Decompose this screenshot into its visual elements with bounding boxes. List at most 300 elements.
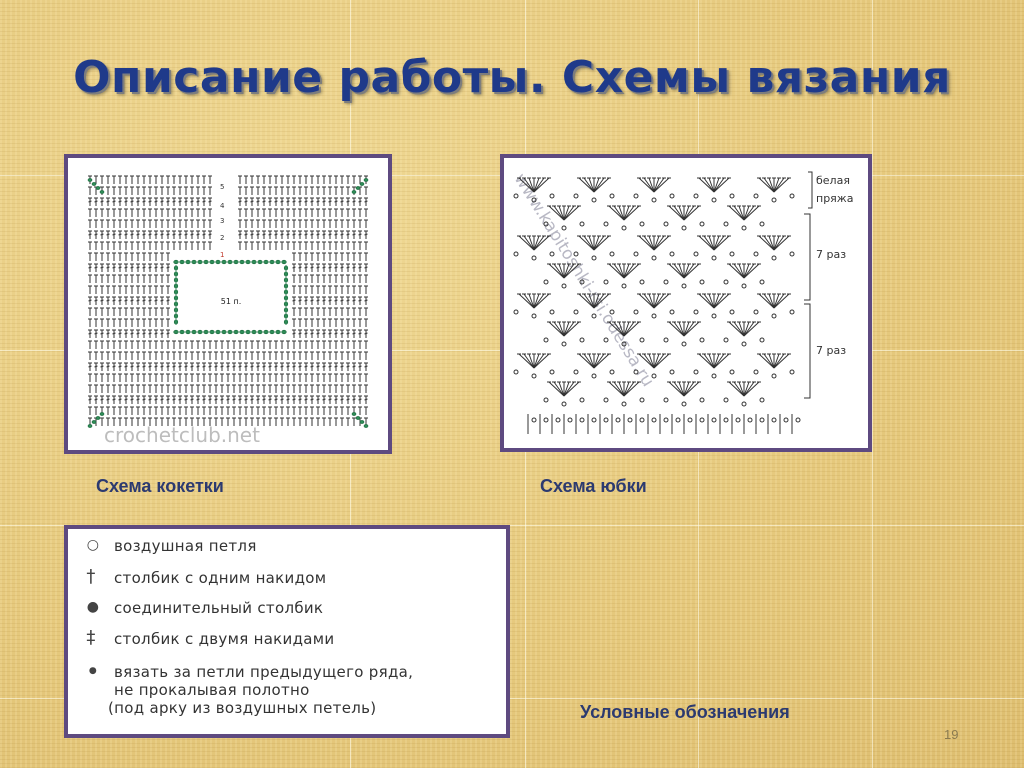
stitch-mark — [353, 267, 356, 268]
chain-mark — [204, 330, 209, 334]
stitch-mark — [684, 322, 694, 336]
stitch-mark — [774, 236, 784, 250]
chain-mark — [258, 260, 263, 264]
stitch-mark — [101, 333, 104, 334]
stitch-mark — [365, 201, 368, 202]
chain-mark — [664, 338, 668, 342]
chain-mark — [174, 320, 178, 325]
chain-mark — [664, 280, 668, 284]
stitch-mark — [275, 201, 278, 202]
stitch-mark — [89, 234, 92, 235]
stitch-mark — [323, 399, 326, 400]
stitch-mark — [644, 294, 654, 308]
chain-mark — [360, 420, 364, 423]
stitch-mark — [173, 201, 176, 202]
chain-mark — [664, 418, 668, 422]
stitch-mark — [167, 234, 170, 235]
chain-mark — [610, 252, 614, 256]
chain-mark — [284, 296, 288, 301]
stitch-mark — [311, 267, 314, 268]
stitch-mark — [113, 201, 116, 202]
chain-mark — [270, 260, 275, 264]
legend-item — [86, 566, 327, 587]
stitch-mark — [554, 322, 564, 336]
chain-mark — [240, 260, 245, 264]
chain-mark — [360, 182, 364, 185]
stitch-mark — [734, 322, 744, 336]
chain-mark — [270, 330, 275, 334]
stitch-mark — [149, 333, 152, 334]
chain-mark — [284, 284, 288, 289]
stitch-mark — [119, 366, 122, 367]
stitch-mark — [299, 267, 302, 268]
stitch-mark — [275, 399, 278, 400]
stitch-mark — [299, 333, 302, 334]
chain-mark — [712, 256, 716, 260]
chain-mark — [276, 330, 281, 334]
chain-mark — [364, 178, 368, 181]
stitch-mark — [311, 300, 314, 301]
stitch-mark — [101, 366, 104, 367]
legend-item — [86, 599, 324, 617]
chain-mark — [562, 402, 566, 406]
stitch-mark — [293, 201, 296, 202]
legend-text: соединительный столбик — [114, 599, 324, 617]
chain-mark — [610, 194, 614, 198]
stitch-mark — [227, 399, 230, 400]
yoke-row-number: 1 — [220, 251, 225, 259]
stitch-mark — [684, 382, 694, 396]
chain-mark — [514, 194, 518, 198]
stitch-mark — [353, 234, 356, 235]
chain-mark — [192, 330, 197, 334]
stitch-mark — [554, 264, 564, 278]
stitch-mark — [185, 234, 188, 235]
chain-mark — [634, 194, 638, 198]
stitch-mark — [341, 201, 344, 202]
stitch-mark — [125, 201, 128, 202]
stitch-mark — [89, 300, 92, 301]
legend-text: воздушная петля — [114, 537, 257, 555]
stitch-mark — [143, 234, 146, 235]
stitch-mark — [125, 300, 128, 301]
chain-mark — [174, 302, 178, 307]
stitch-mark — [167, 267, 170, 268]
stitch-mark — [359, 234, 362, 235]
chain-mark — [760, 418, 764, 422]
stitch-mark — [245, 234, 248, 235]
stitch-mark — [209, 201, 212, 202]
stitch-mark — [584, 178, 594, 192]
stitch-mark — [684, 206, 694, 220]
stitch-mark — [89, 366, 92, 367]
stitch-mark — [137, 201, 140, 202]
stitch-mark — [107, 234, 110, 235]
stitch-mark — [293, 366, 296, 367]
stitch-mark — [245, 399, 248, 400]
stitch-mark — [125, 267, 128, 268]
page-number: 19 — [944, 727, 959, 742]
chain-mark — [730, 194, 734, 198]
chain-mark — [622, 402, 626, 406]
stitch-mark — [764, 294, 774, 308]
stitch-mark — [335, 267, 338, 268]
stitch-mark — [317, 201, 320, 202]
chain-mark — [276, 260, 281, 264]
chain-mark — [264, 330, 269, 334]
stitch-mark — [353, 366, 356, 367]
chain-mark — [754, 194, 758, 198]
stitch-mark — [113, 234, 116, 235]
stitch-mark — [95, 333, 98, 334]
stitch-mark — [149, 366, 152, 367]
stitch-mark — [149, 300, 152, 301]
stitch-mark — [335, 399, 338, 400]
stitch-mark — [674, 206, 684, 220]
stitch-mark — [239, 201, 242, 202]
stitch-mark — [317, 267, 320, 268]
chain-mark — [790, 194, 794, 198]
chain-mark — [174, 296, 178, 301]
stitch-mark — [335, 333, 338, 334]
stitch-mark — [299, 399, 302, 400]
yoke-chart-caption: Схема кокетки — [96, 476, 224, 496]
stitch-mark — [359, 201, 362, 202]
stitch-mark — [764, 354, 774, 368]
chain-mark — [210, 330, 215, 334]
legend-continuation: (под арку из воздушных петель) — [108, 699, 377, 717]
grid-line — [872, 0, 873, 768]
white-yarn-label: пряжа — [816, 192, 854, 205]
chain-mark — [790, 252, 794, 256]
stitch-mark — [359, 333, 362, 334]
stitch-mark — [131, 267, 134, 268]
stitch-mark — [714, 354, 724, 368]
chain-mark — [700, 418, 704, 422]
stitch-mark — [245, 366, 248, 367]
chain-mark — [700, 398, 704, 402]
chain-mark — [234, 260, 239, 264]
stitch-mark — [143, 366, 146, 367]
stitch-mark — [101, 267, 104, 268]
chain-mark — [198, 260, 203, 264]
yoke-row-number: 5 — [220, 183, 225, 191]
chain-mark — [772, 314, 776, 318]
chain-mark — [790, 310, 794, 314]
stitch-mark — [263, 234, 266, 235]
stitch-mark — [119, 267, 122, 268]
chain-mark — [712, 198, 716, 202]
chain-mark — [544, 280, 548, 284]
stitch-mark — [191, 234, 194, 235]
stitch-mark — [654, 236, 664, 250]
legend-text: столбик с одним накидом — [114, 569, 327, 587]
chain-mark — [610, 370, 614, 374]
stitch-mark — [311, 201, 314, 202]
stitch-mark — [704, 294, 714, 308]
chain-mark — [544, 418, 548, 422]
chain-mark — [676, 418, 680, 422]
stitch-mark — [359, 300, 362, 301]
chain-mark — [580, 398, 584, 402]
chain-mark — [88, 424, 92, 427]
chain-mark — [532, 418, 536, 422]
stitch-mark — [305, 201, 308, 202]
stitch-mark — [524, 236, 534, 250]
stitch-mark — [257, 234, 260, 235]
chain-mark — [760, 398, 764, 402]
chain-mark — [712, 374, 716, 378]
stitch-mark — [347, 366, 350, 367]
stitch-mark — [203, 201, 206, 202]
stitch-mark — [323, 201, 326, 202]
stitch-mark — [173, 234, 176, 235]
yoke-row-number: 2 — [220, 234, 225, 242]
stitch-mark — [714, 294, 724, 308]
stitch-mark — [161, 201, 164, 202]
stitch-mark — [323, 300, 326, 301]
stitch-mark — [317, 399, 320, 400]
stitch-mark — [341, 366, 344, 367]
stitch-mark — [167, 300, 170, 301]
treble-crochet-icon: ‡ — [86, 627, 96, 648]
chain-mark — [652, 418, 656, 422]
stitch-mark — [764, 236, 774, 250]
chain-mark — [352, 412, 356, 415]
chain-mark — [604, 338, 608, 342]
skirt-chart — [504, 158, 868, 448]
stitch-mark — [143, 300, 146, 301]
stitch-mark — [167, 201, 170, 202]
stitch-mark — [245, 201, 248, 202]
chain-mark — [604, 398, 608, 402]
stitch-mark — [269, 366, 272, 367]
chain-mark — [284, 278, 288, 283]
chain-mark — [284, 320, 288, 325]
stitch-mark — [131, 399, 134, 400]
chain-mark — [514, 252, 518, 256]
stitch-mark — [359, 399, 362, 400]
stitch-mark — [125, 399, 128, 400]
legend-item — [86, 627, 335, 648]
stitch-mark — [113, 399, 116, 400]
stitch-mark — [365, 333, 368, 334]
legend-item — [88, 663, 414, 681]
skirt-chart-frame — [500, 154, 872, 452]
stitch-mark — [329, 234, 332, 235]
chain-mark — [550, 310, 554, 314]
stitch-mark — [524, 294, 534, 308]
chain-mark — [724, 280, 728, 284]
chain-mark — [784, 418, 788, 422]
chain-mark — [258, 330, 263, 334]
stitch-mark — [305, 333, 308, 334]
stitch-mark — [95, 201, 98, 202]
stitch-mark — [684, 264, 694, 278]
stitch-mark — [167, 366, 170, 367]
chain-mark — [180, 330, 185, 334]
stitch-mark — [107, 267, 110, 268]
stitch-mark — [197, 234, 200, 235]
stitch-mark — [299, 300, 302, 301]
stitch-mark — [353, 201, 356, 202]
chain-mark — [284, 272, 288, 277]
chain-mark — [192, 260, 197, 264]
stitch-mark — [341, 300, 344, 301]
chain-mark — [664, 222, 668, 226]
stitch-mark — [674, 382, 684, 396]
stitch-mark — [644, 236, 654, 250]
chain-mark — [724, 338, 728, 342]
chain-mark — [760, 338, 764, 342]
stitch-mark — [341, 399, 344, 400]
stitch-mark — [173, 366, 176, 367]
chain-mark — [694, 370, 698, 374]
stitch-mark — [161, 300, 164, 301]
stitch-mark — [287, 234, 290, 235]
chain-mark — [724, 418, 728, 422]
stitch-mark — [149, 201, 152, 202]
stitch-mark — [335, 300, 338, 301]
chain-mark — [544, 338, 548, 342]
stitch-mark — [293, 333, 296, 334]
stitch-mark — [774, 354, 784, 368]
stitch-mark — [347, 399, 350, 400]
chain-mark — [640, 280, 644, 284]
chain-mark — [532, 314, 536, 318]
stitch-mark — [125, 366, 128, 367]
stitch-mark — [161, 234, 164, 235]
chain-mark — [742, 226, 746, 230]
stitch-mark — [161, 399, 164, 400]
stitch-mark — [654, 354, 664, 368]
chain-mark — [634, 310, 638, 314]
stitch-mark — [584, 236, 594, 250]
double-crochet-icon: † — [86, 566, 96, 587]
chain-mark — [174, 278, 178, 283]
stitch-mark — [131, 201, 134, 202]
chain-mark — [234, 330, 239, 334]
stitch-mark — [293, 399, 296, 400]
chain-mark — [772, 256, 776, 260]
stitch-mark — [191, 399, 194, 400]
chain-mark — [736, 418, 740, 422]
chain-mark — [174, 266, 178, 271]
yoke-chart-frame — [64, 154, 392, 454]
stitch-mark — [524, 354, 534, 368]
stitch-mark — [149, 399, 152, 400]
chain-mark — [688, 418, 692, 422]
chain-mark — [640, 222, 644, 226]
stitch-mark — [365, 366, 368, 367]
chain-mark — [670, 252, 674, 256]
stitch-mark — [95, 267, 98, 268]
chain-mark — [652, 314, 656, 318]
stitch-mark — [614, 206, 624, 220]
chain-mark — [742, 342, 746, 346]
chain-mark — [240, 330, 245, 334]
chain-mark — [562, 342, 566, 346]
stitch-mark — [101, 234, 104, 235]
chain-mark — [284, 266, 288, 271]
stitch-mark — [257, 201, 260, 202]
yoke-row-number: 3 — [220, 217, 225, 225]
chain-mark — [568, 418, 572, 422]
stitch-mark — [137, 300, 140, 301]
stitch-mark — [534, 354, 544, 368]
stitch-mark — [107, 399, 110, 400]
repeat-label: 7 раз — [816, 344, 847, 357]
legend-caption: Условные обозначения — [580, 702, 790, 722]
chain-mark — [592, 374, 596, 378]
chain-mark — [640, 418, 644, 422]
chain-mark — [574, 194, 578, 198]
stitch-mark — [209, 399, 212, 400]
stitch-mark — [131, 366, 134, 367]
stitch-mark — [654, 178, 664, 192]
chain-mark — [730, 252, 734, 256]
skirt-chart-caption: Схема юбки — [540, 476, 647, 496]
chain-mark — [222, 330, 227, 334]
stitch-mark — [149, 234, 152, 235]
chain-mark — [210, 260, 215, 264]
chain-mark — [712, 418, 716, 422]
stitch-mark — [311, 366, 314, 367]
stitch-mark — [107, 366, 110, 367]
legend-text: вязать за петли предыдущего ряда, — [114, 663, 414, 681]
stitch-mark — [353, 399, 356, 400]
stitch-mark — [95, 300, 98, 301]
stitch-mark — [137, 267, 140, 268]
stitch-mark — [305, 234, 308, 235]
stitch-mark — [221, 399, 224, 400]
chain-mark — [174, 260, 179, 264]
chain-mark — [670, 310, 674, 314]
stitch-mark — [185, 399, 188, 400]
stitch-mark — [89, 267, 92, 268]
chain-mark — [592, 256, 596, 260]
stitch-mark — [293, 300, 296, 301]
stitch-mark — [107, 333, 110, 334]
chain-mark — [622, 226, 626, 230]
white-yarn-label: белая — [816, 174, 850, 187]
stitch-mark — [113, 333, 116, 334]
stitch-mark — [317, 234, 320, 235]
chain-mark — [754, 252, 758, 256]
stitch-mark — [287, 399, 290, 400]
stitch-mark — [161, 267, 164, 268]
repeat-brackets — [804, 172, 812, 398]
stitch-mark — [624, 264, 634, 278]
chain-mark — [180, 260, 185, 264]
stitch-mark — [251, 201, 254, 202]
stitch-mark — [119, 300, 122, 301]
stitch-mark — [614, 382, 624, 396]
stitch-mark — [251, 399, 254, 400]
stitch-mark — [305, 300, 308, 301]
chain-mark — [174, 272, 178, 277]
stitch-mark — [534, 236, 544, 250]
stitch-mark — [323, 267, 326, 268]
stitch-mark — [209, 366, 212, 367]
stitch-mark — [774, 294, 784, 308]
chain-mark — [700, 338, 704, 342]
chain-mark — [772, 198, 776, 202]
stitch-mark — [269, 234, 272, 235]
legend-frame — [64, 525, 510, 738]
chain-mark — [282, 260, 287, 264]
stitch-mark — [263, 366, 266, 367]
